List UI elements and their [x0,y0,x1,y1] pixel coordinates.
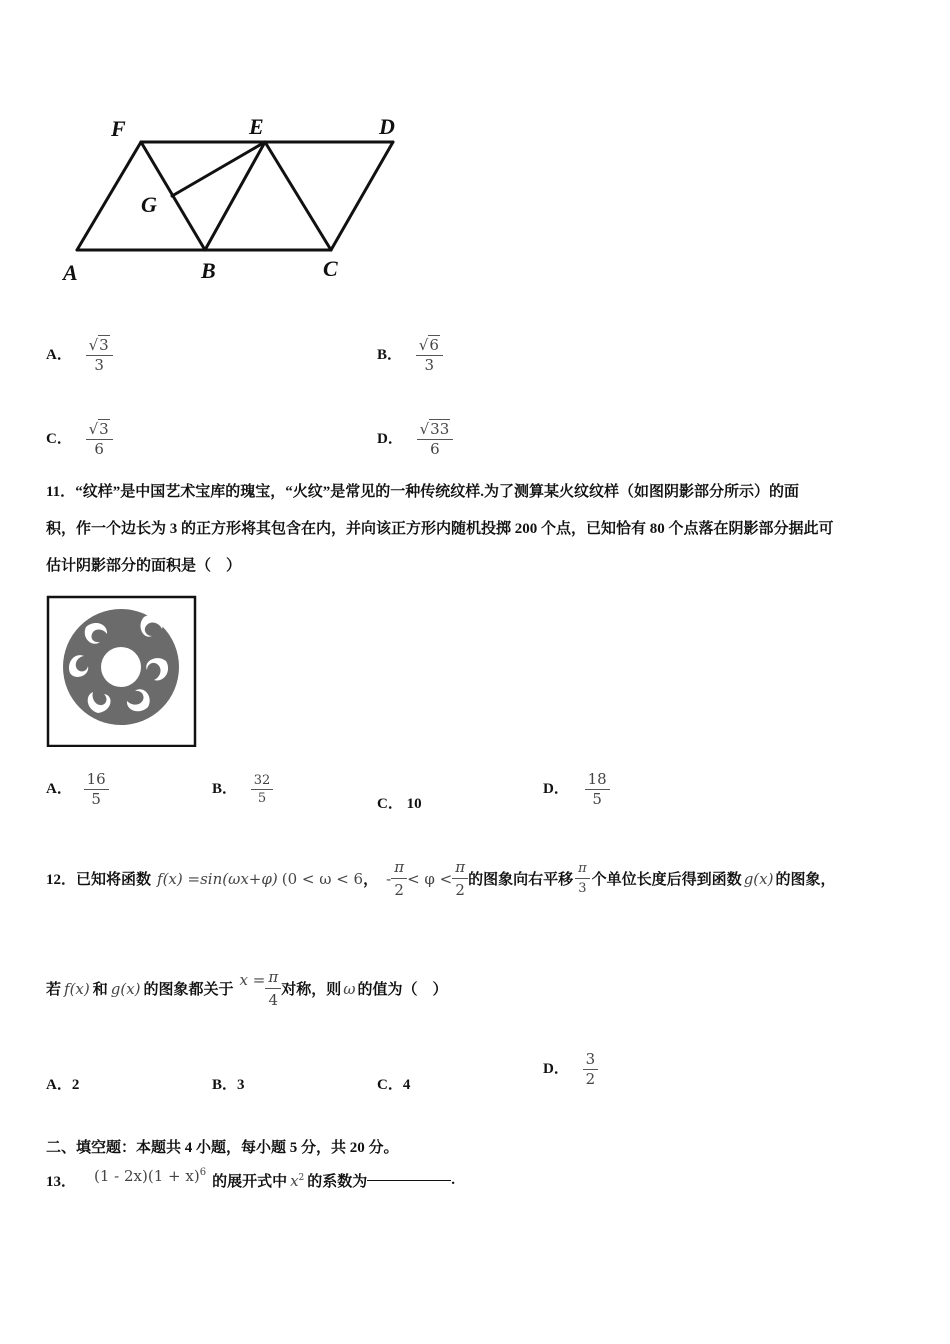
option-letter: A． [46,780,72,797]
fraction-pi-2: $\frac{\pi}{2}$ [452,858,468,899]
option-letter: A． [46,346,72,363]
option-letter: B． [212,1077,238,1093]
q11-line2: 积，作一个边长为 3 的正方形将其包含在内，并向该正方形内随机投掷 200 个点，已知恰有 80 个点落在阴影部分据此可 [46,521,834,537]
fraction: $\frac{3}{2}$ [583,1052,599,1087]
function-g: g(x) [743,869,774,888]
x-squared: $x^2$ [290,1171,305,1190]
q11-line3: 估计阴影部分的面积是（ ） [46,558,242,574]
fire-pattern-figure [46,595,198,747]
q12-option-b[interactable] [212,1078,245,1093]
q13-line: 13． $(1 - 2x)(1 + x)^6$ 的展开式中 $x^2$ 的系数为 . [46,1166,456,1190]
option-value: 4 [402,1077,411,1093]
q11-option-c[interactable] [377,797,422,812]
fraction: $\frac{18}{5}$ [585,772,610,807]
option-letter: C． [46,430,72,447]
q12-line1: 12． 已知将函数 f(x) =sin(ωx+φ) ( 0 < ω < 6 ， - $\frac{\pi}{2}$ < φ < $\frac{\pi}{2}$ 的图象向右平移 $\frac{\pi}{3}$ 个单位长度后得到函数 g(x) 的图象， [46,858,836,899]
label-E: E [249,114,264,139]
fraction-pi-3: $\frac{\pi}{3}$ [575,861,590,896]
q12-option-a[interactable] [46,1078,79,1093]
q11-option-b[interactable] [212,774,273,805]
option-letter: B． [212,780,238,797]
question-number: 11． [46,484,76,500]
omega-range: 0 < ω < 6 [287,869,364,888]
answer-blank[interactable] [367,1180,451,1181]
label-B: B [201,258,216,283]
line-AF [77,142,141,250]
option-value: 3 [237,1077,245,1093]
option-letter: D． [543,1060,569,1077]
label-C: C [323,256,338,281]
q10-option-b[interactable] [377,338,443,373]
option-value: 10 [406,796,422,812]
fraction: $\frac{√6}{3}$ [416,338,443,373]
q12-option-c[interactable] [377,1078,410,1093]
fraction-pi-4: $\frac{\pi}{4}$ [265,968,281,1009]
q10-option-c[interactable] [46,422,113,457]
phi-range: < φ < [407,869,453,888]
fraction-pi-2: $\frac{\pi}{2}$ [391,858,407,899]
parallelogram-figure [55,110,415,290]
expression: $(1 - 2x)(1 + x)^6$ [94,1166,207,1185]
option-letter: B． [377,346,403,363]
center-hole [101,647,141,687]
fraction: $\frac{√33}{6}$ [417,422,454,457]
section-title: 二、填空题：本题共 4 小题，每小题 5 分，共 20 分。 [46,1140,399,1156]
q10-option-a[interactable] [46,338,113,373]
q10-option-d[interactable] [377,422,453,457]
option-letter: C． [377,1077,403,1093]
line-CD [331,142,393,250]
q11-line1: 11．“纹样”是中国艺术宝库的瑰宝，“火纹”是常见的一种传统纹样.为了测算某火纹纹样（如图阴影部分所示）的面 [46,484,799,500]
option-letter: A． [46,1077,72,1093]
question-number: 12． [46,872,77,888]
function-f: f(x) =sin(ωx+φ) [157,869,278,888]
option-value: 2 [71,1077,80,1093]
line-EC [265,142,331,250]
label-A: A [63,260,78,285]
option-letter: D． [377,430,403,447]
label-D: D [379,114,395,139]
label-F: F [111,116,126,141]
label-G: G [141,192,157,217]
fraction: $\frac{√3}{6}$ [86,422,113,457]
q12-line2: 若 f(x) 和 g(x) 的图象都关于 x = $\frac{\pi}{4}$ 对称，则 ω 的值为（ ） [46,968,448,1009]
fraction: $\frac{16}{5}$ [84,772,109,807]
q11-option-a[interactable] [46,772,109,807]
fraction: $\frac{32}{5}$ [251,774,274,805]
fraction: $\frac{√3}{3}$ [86,338,113,373]
q12-option-d[interactable] [543,1052,598,1087]
option-letter: D． [543,780,569,797]
q11-option-d[interactable] [543,772,610,807]
question-number: 13． [46,1174,77,1190]
option-letter: C． [377,796,403,812]
